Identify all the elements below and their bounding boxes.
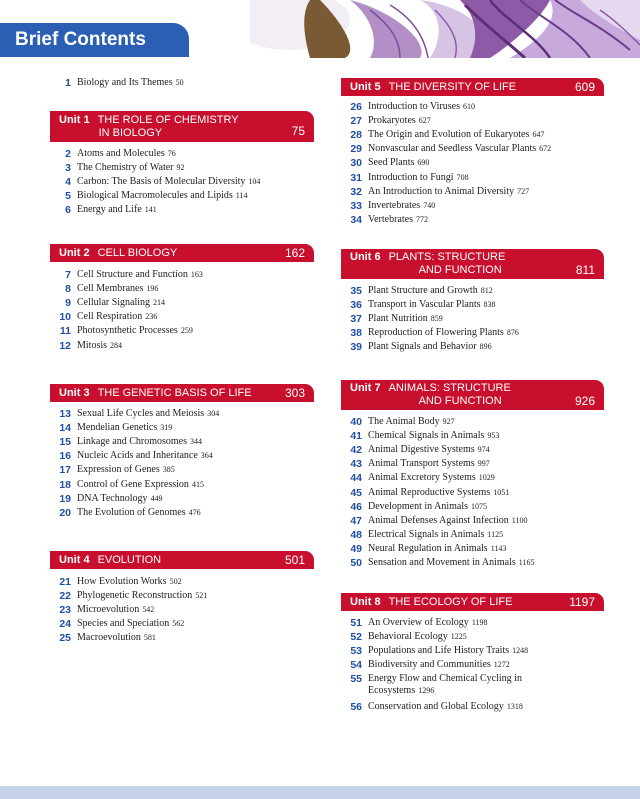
unit-title: THE ROLE OF CHEMISTRY IN BIOLOGY xyxy=(97,113,239,139)
chapter-number: 13 xyxy=(59,408,71,420)
unit-5-header[interactable] xyxy=(341,78,604,96)
chapter-number: 46 xyxy=(350,500,362,513)
chapter-number: 14 xyxy=(59,422,71,435)
chapter-title: Expression of Genes 385 xyxy=(77,464,175,476)
chapter-page: 1125 xyxy=(487,529,504,539)
chapter-number: 32 xyxy=(350,185,362,198)
chapter-title: An Overview of Ecology 1198 xyxy=(368,617,488,628)
chapter-page: 1165 xyxy=(518,558,535,567)
chapter-number: 45 xyxy=(350,486,362,499)
chapter-row[interactable] xyxy=(341,501,604,513)
chapter-page: 1272 xyxy=(493,660,510,670)
chapter-page: 812 xyxy=(480,286,493,295)
chapter-row[interactable] xyxy=(341,115,604,127)
chapter-title: Electrical Signals in Animals 1125 xyxy=(368,528,504,540)
chapter-page: 927 xyxy=(442,417,455,426)
unit-7-header[interactable] xyxy=(341,380,604,410)
chapter-row[interactable] xyxy=(50,269,314,281)
chapter-page: 449 xyxy=(150,493,163,503)
chapter-page: 50 xyxy=(175,78,184,87)
unit-label: Unit 2 xyxy=(59,246,90,259)
chapter-title: Development in Animals 1075 xyxy=(368,500,487,512)
chapter-page: 859 xyxy=(430,314,443,324)
chapter-page: 476 xyxy=(188,507,201,517)
chapter-page: 772 xyxy=(415,214,428,224)
chapter-title: Prokaryotes 627 xyxy=(368,115,431,127)
chapter-page: 236 xyxy=(145,312,158,322)
chapter-row[interactable] xyxy=(341,341,604,353)
chapter-title: Introduction to Fungi 708 xyxy=(368,171,469,183)
unit-page: 501 xyxy=(284,553,305,567)
chapter-title: Chemical Signals in Animals 953 xyxy=(368,430,500,442)
unit-page: 162 xyxy=(284,246,305,260)
unit-page: 926 xyxy=(574,394,595,408)
chapter-row[interactable] xyxy=(50,283,314,295)
chapter-page: 1100 xyxy=(511,515,528,525)
chapter-row[interactable] xyxy=(50,77,314,89)
chapter-title: Linkage and Chromosomes 344 xyxy=(77,436,202,448)
chapter-title: Nucleic Acids and Inheritance 364 xyxy=(77,450,213,462)
unit-label: Unit 4 xyxy=(59,553,90,566)
chapter-title: Cell Membranes 196 xyxy=(77,283,159,295)
chapter-row[interactable] xyxy=(341,472,604,484)
chapter-page: 896 xyxy=(479,342,492,352)
unit-label: Unit 7 xyxy=(350,382,381,394)
chapter-row[interactable] xyxy=(50,436,314,448)
chapter-row[interactable] xyxy=(341,701,604,713)
chapter-number: 2 xyxy=(65,148,71,160)
chapter-page: 876 xyxy=(506,328,519,338)
chapter-number: 15 xyxy=(59,436,71,449)
chapter-title: Vertebrates 772 xyxy=(368,213,428,225)
chapter-title: Phylogenetic Reconstruction 521 xyxy=(77,590,208,602)
chapter-page: 997 xyxy=(477,459,490,469)
chapter-row[interactable] xyxy=(341,172,604,184)
chapter-number: 5 xyxy=(65,190,71,203)
chapter-title: Energy and Life 141 xyxy=(77,204,157,216)
unit-page: 811 xyxy=(575,263,595,277)
chapter-title: Invertebrates 740 xyxy=(368,199,436,211)
chapter-number: 22 xyxy=(59,590,71,603)
chapter-title: Conservation and Global Ecology 1318 xyxy=(368,701,523,713)
chapter-page: 502 xyxy=(169,577,182,586)
chapter-title: Carbon: The Basis of Molecular Diversity 104 xyxy=(77,176,261,188)
unit-label: Unit 1 xyxy=(59,113,90,126)
chapter-number: 21 xyxy=(59,576,71,588)
chapter-page: 196 xyxy=(146,284,159,294)
chapter-title: Nonvascular and Seedless Vascular Plants 672 xyxy=(368,143,552,155)
chapter-title: The Chemistry of Water 92 xyxy=(77,162,185,174)
chapter-number: 9 xyxy=(65,297,71,310)
chapter-number: 4 xyxy=(65,176,71,189)
chapter-number: 35 xyxy=(350,285,362,297)
chapter-number: 12 xyxy=(59,339,71,352)
chapter-number: 10 xyxy=(59,311,71,324)
chapter-row[interactable] xyxy=(341,458,604,470)
chapter-row[interactable] xyxy=(50,162,314,174)
chapter-row[interactable] xyxy=(50,576,314,588)
chapter-page: 627 xyxy=(418,116,431,126)
chapter-number: 11 xyxy=(59,325,71,338)
chapter-title: Plant Nutrition 859 xyxy=(368,313,443,325)
chapter-row[interactable] xyxy=(50,422,314,434)
chapter-page: 672 xyxy=(539,144,552,154)
unit-6-header[interactable] xyxy=(341,249,604,279)
chapter-title: Transport in Vascular Plants 838 xyxy=(368,299,496,311)
chapter-title: Cell Structure and Function 163 xyxy=(77,269,203,280)
chapter-row[interactable] xyxy=(341,543,604,555)
unit-8-header[interactable] xyxy=(341,593,604,611)
chapter-row[interactable] xyxy=(341,200,604,212)
unit-title: THE DIVERSITY OF LIFE xyxy=(388,80,517,93)
chapter-page: 690 xyxy=(417,158,430,168)
chapter-page: 1143 xyxy=(490,543,507,553)
unit-page: 303 xyxy=(284,386,305,400)
unit-3-header[interactable] xyxy=(50,384,314,402)
chapter-row[interactable] xyxy=(50,190,314,202)
chapter-page: 141 xyxy=(144,205,157,215)
chapter-row[interactable] xyxy=(341,129,604,141)
chapter-number: 24 xyxy=(59,618,71,631)
chapter-number: 51 xyxy=(350,617,362,629)
chapter-number: 52 xyxy=(350,631,362,644)
chapter-page: 974 xyxy=(477,445,490,455)
chapter-page: 1075 xyxy=(471,501,487,511)
chapter-number: 25 xyxy=(59,632,71,645)
chapter-row[interactable] xyxy=(50,204,314,216)
unit-label: Unit 6 xyxy=(350,251,381,263)
chapter-row[interactable] xyxy=(50,590,314,602)
chapter-row[interactable] xyxy=(341,631,604,643)
chapter-page: 163 xyxy=(190,270,203,279)
chapter-row[interactable] xyxy=(341,430,604,442)
unit-page: 75 xyxy=(291,124,305,138)
chapter-title: Cell Respiration 236 xyxy=(77,311,158,323)
chapter-number: 28 xyxy=(350,129,362,142)
unit-label: Unit 3 xyxy=(59,386,90,399)
chapter-row[interactable] xyxy=(341,617,604,629)
chapter-title: Atoms and Molecules 76 xyxy=(77,148,176,159)
chapter-number: 19 xyxy=(59,492,71,505)
unit-title: ANIMALS: STRUCTURE AND FUNCTION xyxy=(388,382,511,407)
chapter-row[interactable] xyxy=(341,186,604,198)
chapter-title: Animal Defenses Against Infection 1100 xyxy=(368,514,528,526)
chapter-number: 53 xyxy=(350,645,362,658)
chapter-number: 17 xyxy=(59,464,71,477)
chapter-row[interactable] xyxy=(50,507,314,519)
chapter-number: 54 xyxy=(350,659,362,672)
chapter-title: Mitosis 284 xyxy=(77,339,123,351)
unit-2-header[interactable] xyxy=(50,244,314,262)
chapter-page: 1296 xyxy=(418,686,435,696)
chapter-row[interactable] xyxy=(341,416,604,428)
chapter-page: 521 xyxy=(195,591,208,601)
chapter-page: 114 xyxy=(235,191,248,201)
chapter-number: 16 xyxy=(59,450,71,463)
chapter-title: The Evolution of Genomes 476 xyxy=(77,506,201,518)
chapter-title: The Animal Body 927 xyxy=(368,416,455,427)
chapter-row[interactable] xyxy=(50,176,314,188)
chapter-page: 953 xyxy=(487,431,500,441)
chapter-row[interactable] xyxy=(341,214,604,226)
chapter-page: 304 xyxy=(207,409,220,418)
chapter-page: 647 xyxy=(532,130,545,140)
chapter-page: 284 xyxy=(110,340,123,350)
chapter-title: The Origin and Evolution of Eukaryotes 647 xyxy=(368,129,545,141)
chapter-title: Energy Flow and Chemical Cycling in Ecosystems 1296 xyxy=(368,673,522,697)
chapter-page: 1198 xyxy=(471,618,488,627)
chapter-title: An Introduction to Animal Diversity 727 xyxy=(368,185,530,197)
chapter-page: 104 xyxy=(248,177,261,187)
chapter-row[interactable] xyxy=(50,464,314,476)
chapter-row[interactable] xyxy=(341,659,604,671)
chapter-number: 36 xyxy=(350,299,362,312)
chapter-number: 3 xyxy=(65,162,71,175)
chapter-page: 259 xyxy=(180,326,193,336)
chapter-number: 42 xyxy=(350,444,362,457)
chapter-page: 415 xyxy=(191,479,204,489)
chapter-number: 18 xyxy=(59,478,71,491)
chapter-number: 30 xyxy=(350,157,362,170)
chapter-row[interactable] xyxy=(50,479,314,491)
chapter-page: 214 xyxy=(153,298,166,308)
chapter-row[interactable] xyxy=(50,311,314,323)
chapter-page: 1318 xyxy=(506,702,523,712)
chapter-row[interactable] xyxy=(341,285,604,297)
chapter-number: 43 xyxy=(350,458,362,471)
footer-bar xyxy=(0,786,640,799)
chapter-number: 6 xyxy=(65,204,71,217)
chapter-title: Macroevolution 581 xyxy=(77,632,156,644)
chapter-number: 50 xyxy=(350,557,362,569)
chapter-title: Animal Transport Systems 997 xyxy=(368,458,490,470)
unit-title: PLANTS: STRUCTURE AND FUNCTION xyxy=(388,251,506,276)
chapter-title: Reproduction of Flowering Plants 876 xyxy=(368,327,519,339)
chapter-number: 27 xyxy=(350,115,362,128)
chapter-title: Mendelian Genetics 319 xyxy=(77,422,173,434)
chapter-row[interactable] xyxy=(341,143,604,155)
chapter-title: Photosynthetic Processes 259 xyxy=(77,325,193,337)
chapter-row[interactable] xyxy=(341,645,604,657)
unit-title: THE GENETIC BASIS OF LIFE xyxy=(97,386,252,399)
chapter-number: 48 xyxy=(350,528,362,541)
chapter-number: 33 xyxy=(350,199,362,212)
chapter-title: Plant Signals and Behavior 896 xyxy=(368,341,492,353)
unit-label: Unit 8 xyxy=(350,595,381,608)
chapter-title: Neural Regulation in Animals 1143 xyxy=(368,542,507,554)
chapter-number: 8 xyxy=(65,283,71,296)
chapter-title: How Evolution Works 502 xyxy=(77,576,182,587)
chapter-row[interactable] xyxy=(341,313,604,325)
chapter-title: Species and Speciation 562 xyxy=(77,618,185,630)
chapter-page: 1225 xyxy=(450,632,467,642)
chapter-row[interactable] xyxy=(50,604,314,616)
chapter-number: 7 xyxy=(65,269,71,281)
chapter-title: Cellular Signaling 214 xyxy=(77,297,166,309)
chapter-title: Biodiversity and Communities 1272 xyxy=(368,659,510,671)
chapter-number: 41 xyxy=(350,430,362,443)
header-banner xyxy=(0,0,640,58)
chapter-row[interactable] xyxy=(341,444,604,456)
chapter-page: 385 xyxy=(162,465,175,475)
chapter-row[interactable] xyxy=(50,408,314,420)
page-title: Brief Contents xyxy=(0,23,189,57)
chapter-page: 76 xyxy=(167,149,176,158)
chapter-title: Animal Digestive Systems 974 xyxy=(368,444,490,456)
chapter-title: Biological Macromolecules and Lipids 114 xyxy=(77,190,248,202)
unit-title: CELL BIOLOGY xyxy=(97,246,178,259)
chapter-row[interactable] xyxy=(341,487,604,499)
chapter-title: Plant Structure and Growth 812 xyxy=(368,285,493,296)
chapter-row[interactable] xyxy=(341,299,604,311)
chapter-row[interactable] xyxy=(50,340,314,352)
chapter-title: Sexual Life Cycles and Meiosis 304 xyxy=(77,408,220,419)
chapter-row[interactable] xyxy=(50,618,314,630)
chapter-number: 47 xyxy=(350,514,362,527)
chapter-title: Biology and Its Themes 50 xyxy=(77,77,184,88)
unit-title: EVOLUTION xyxy=(97,553,162,566)
chapter-row[interactable] xyxy=(50,148,314,160)
chapter-page: 542 xyxy=(142,605,155,615)
chapter-title: Microevolution 542 xyxy=(77,604,155,616)
chapter-number: 37 xyxy=(350,313,362,326)
chapter-number: 40 xyxy=(350,416,362,428)
chapter-page: 740 xyxy=(423,200,436,210)
chapter-row[interactable] xyxy=(341,673,604,697)
unit-4-header[interactable] xyxy=(50,551,314,569)
chapter-number: 23 xyxy=(59,604,71,617)
chapter-page: 1029 xyxy=(478,473,495,483)
chapter-page: 610 xyxy=(462,102,475,111)
chapter-number: 29 xyxy=(350,143,362,156)
chapter-row[interactable] xyxy=(50,632,314,644)
unit-page: 609 xyxy=(574,80,595,94)
chapter-page: 581 xyxy=(143,633,156,643)
chapter-number: 38 xyxy=(350,327,362,340)
unit-1-header[interactable] xyxy=(50,111,314,142)
chapter-number: 44 xyxy=(350,472,362,485)
chapter-page: 562 xyxy=(172,619,185,629)
chapter-number: 55 xyxy=(350,673,362,686)
chapter-title: DNA Technology 449 xyxy=(77,492,163,504)
chapter-title: Control of Gene Expression 415 xyxy=(77,478,204,490)
chapter-title: Introduction to Viruses 610 xyxy=(368,101,475,112)
unit-label: Unit 5 xyxy=(350,80,381,93)
chapter-number: 49 xyxy=(350,542,362,555)
chapter-number: 39 xyxy=(350,341,362,354)
chapter-row[interactable] xyxy=(341,529,604,541)
chapter-title: Behavioral Ecology 1225 xyxy=(368,631,467,643)
chapter-row[interactable] xyxy=(50,325,314,337)
chapter-row[interactable] xyxy=(341,515,604,527)
chapter-page: 344 xyxy=(189,437,202,447)
chapter-title: Populations and Life History Traits 1248 xyxy=(368,645,529,657)
chapter-number: 20 xyxy=(59,506,71,519)
chapter-title: Sensation and Movement in Animals 1165 xyxy=(368,557,535,568)
chapter-row[interactable] xyxy=(341,157,604,169)
chapter-number: 26 xyxy=(350,101,362,113)
chapter-title: Animal Excretory Systems 1029 xyxy=(368,472,495,484)
chapter-page: 319 xyxy=(160,423,173,433)
chapter-title: Seed Plants 690 xyxy=(368,157,430,169)
chapter-page: 364 xyxy=(200,451,213,461)
chapter-page: 838 xyxy=(483,300,496,310)
chapter-row[interactable] xyxy=(341,557,604,569)
chapter-row[interactable] xyxy=(341,101,604,113)
chapter-row[interactable] xyxy=(50,450,314,462)
chapter-page: 92 xyxy=(176,163,185,173)
chapter-title: Animal Reproductive Systems 1051 xyxy=(368,486,510,498)
chapter-row[interactable] xyxy=(50,493,314,505)
chapter-number: 1 xyxy=(65,77,71,89)
orchid-flower-image xyxy=(250,0,640,58)
chapter-page: 727 xyxy=(517,186,530,196)
chapter-page: 1248 xyxy=(512,646,529,656)
chapter-row[interactable] xyxy=(341,327,604,339)
unit-page: 1197 xyxy=(569,595,595,609)
chapter-number: 56 xyxy=(350,701,362,714)
chapter-row[interactable] xyxy=(50,297,314,309)
unit-title: THE ECOLOGY OF LIFE xyxy=(388,595,513,608)
chapter-page: 708 xyxy=(456,172,469,182)
chapter-number: 34 xyxy=(350,213,362,226)
chapter-page: 1051 xyxy=(493,487,510,497)
chapter-number: 31 xyxy=(350,171,362,184)
